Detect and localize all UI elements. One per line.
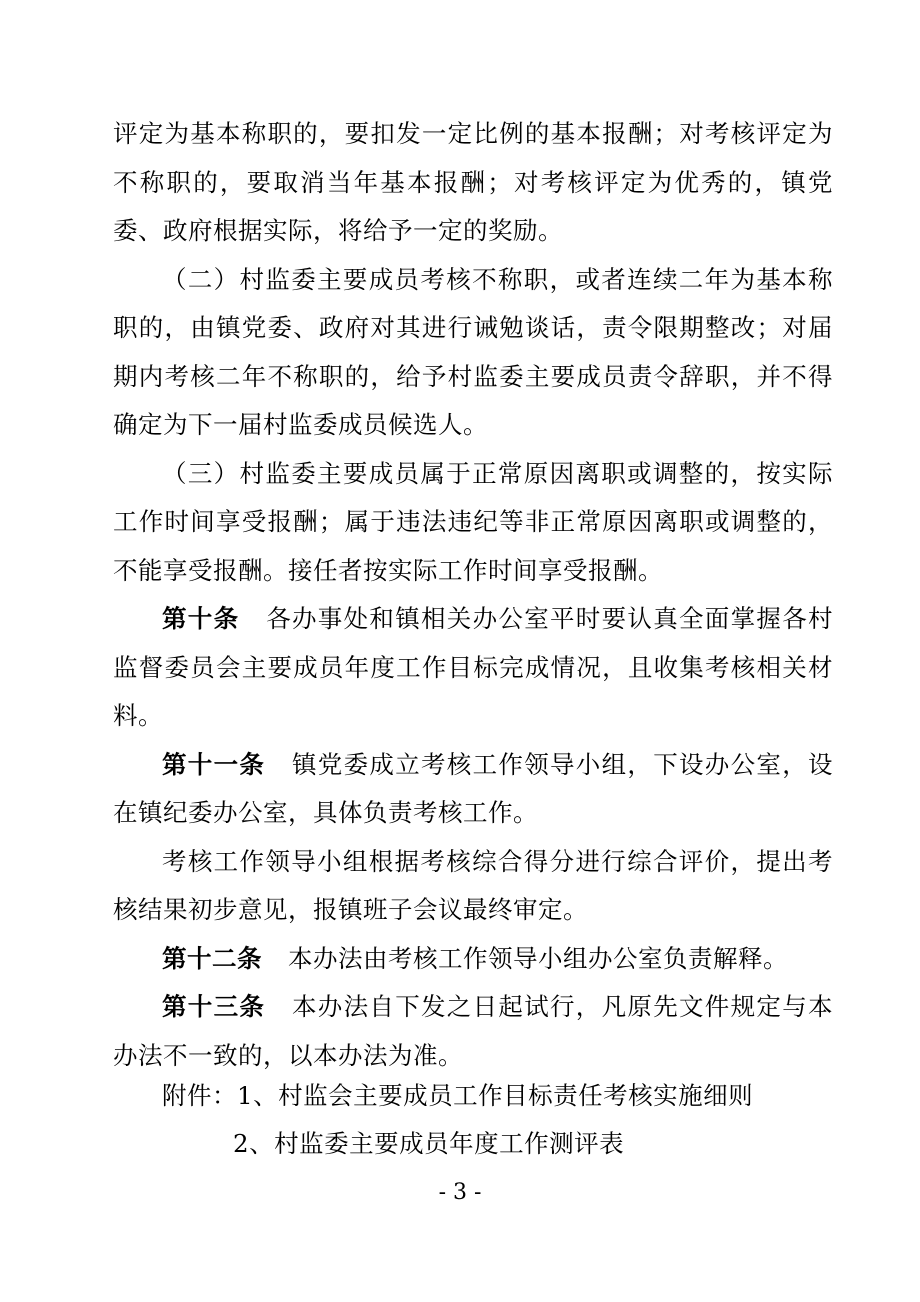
article-ten-title: 第十条	[162, 604, 240, 633]
paragraph-evaluation-result: 评定为基本称职的，要扣发一定比例的基本报酬；对考核评定为不称职的，要取消当年基本报酬；对考核评定为优秀的，镇党委、政府根据实际，将给予一定的奖励。	[113, 119, 833, 245]
attachment-item-2-text: 2、村监委主要成员年度工作测评表	[233, 1129, 625, 1158]
article-ten	[113, 595, 833, 741]
paragraph-item-two: （二）村监委主要成员考核不称职，或者连续二年为基本称职的，由镇党委、政府对其进行诫勉谈话，责令限期整改；对届期内考核二年不称职的，给予村监委主要成员责令辞职，并不得确定为下一届村监委成员候选人。	[113, 264, 833, 439]
attachment-item-2	[233, 1129, 624, 1159]
page-number: - 3 -	[438, 1180, 482, 1205]
article-eleven	[113, 741, 833, 838]
article-twelve	[113, 935, 833, 984]
attachment-item-1-text: 1、村监会主要成员工作目标责任考核实施细则	[237, 1081, 754, 1110]
body-text	[113, 110, 833, 1080]
article-eleven-body: 镇党委成立考核工作领导小组，下设办公室，设在镇纪委办公室，具体负责考核工作。	[113, 749, 834, 827]
attachment-item-1	[162, 1081, 753, 1111]
article-ten-body: 各办事处和镇相关办公室平时要认真全面掌握各村监督委员会主要成员年度工作目标完成情况，且收集考核相关材料。	[113, 604, 834, 730]
article-thirteen	[113, 983, 833, 1080]
article-twelve-body: 本办法由考核工作领导小组办公室负责解释。	[288, 943, 788, 973]
attachment-label: 附件：	[162, 1081, 237, 1110]
paragraph-item-three: （三）村监委主要成员属于正常原因离职或调整的，按实际工作时间享受报酬；属于违法违纪等非正常原因离职或调整的，不能享受报酬。接任者按实际工作时间享受报酬。	[113, 458, 833, 585]
article-thirteen-title: 第十三条	[162, 992, 266, 1021]
article-eleven-title: 第十一条	[162, 749, 266, 779]
paragraph-assessment-group: 考核工作领导小组根据考核综合得分进行综合评价，提出考核结果初步意见，报镇班子会议最终审定。	[113, 846, 833, 924]
article-thirteen-body: 本办法自下发之日起试行，凡原先文件规定与本办法不一致的，以本办法为准。	[113, 992, 834, 1070]
article-twelve-title: 第十二条	[162, 943, 262, 973]
